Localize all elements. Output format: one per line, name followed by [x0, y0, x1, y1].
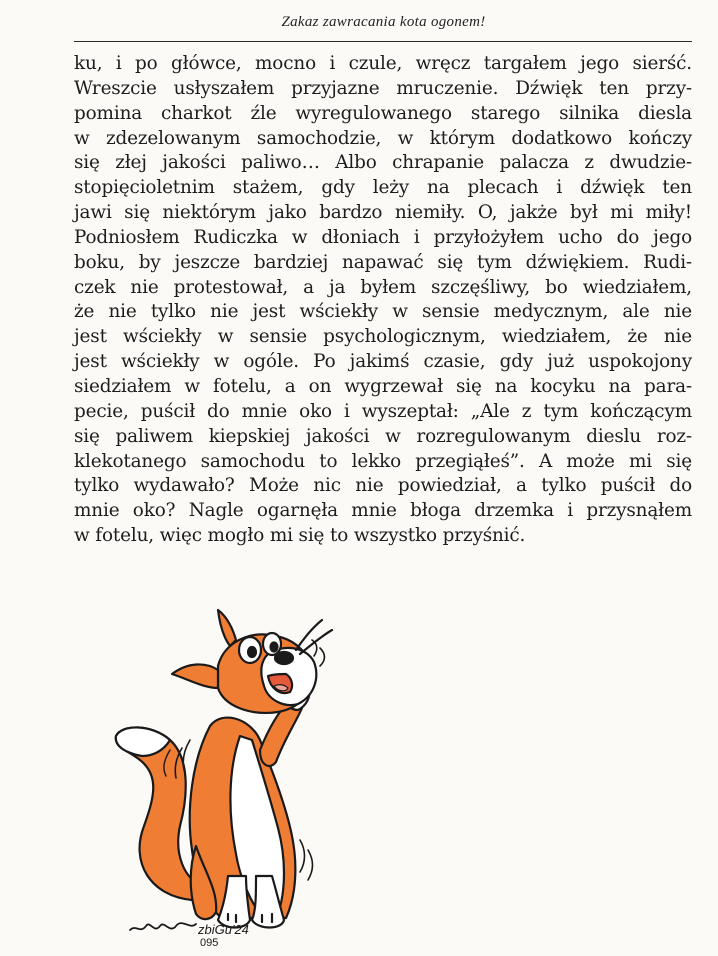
- text-line: że nie tylko nie jest wściekły w sensie medycznym, ale nie: [74, 301, 692, 323]
- running-head: Zakaz zawracania kota ogonem!: [281, 14, 486, 30]
- text-line: jest wściekły w ogóle. Po jakimś czasie, gdy już uspokojony: [74, 351, 692, 373]
- body-text: [74, 52, 692, 549]
- text-line: pomina charkot źle wyregulowanego starego silnika diesla: [74, 102, 692, 124]
- text-line: jest wściekły w sensie psychologicznym, wiedziałem, że nie: [74, 326, 692, 348]
- text-line: w zdezelowanym samochodzie, w którym dodatkowo kończy: [74, 127, 692, 149]
- text-line: w fotelu, więc mogło mi się to wszystko przyśnić.: [74, 525, 526, 547]
- text-line: pecie, puścił do mnie oko i wyszeptał: „Ale z tym kończącym: [74, 400, 692, 422]
- cat-ear-right: [218, 610, 236, 646]
- text-line: tylko wydawało? Może nic nie powiedział, a tylko puścił do: [74, 475, 692, 497]
- artist-signature: [130, 922, 249, 949]
- text-line: stopięcioletnim stażem, gdy leży na plecach i dźwięk ten: [74, 177, 692, 199]
- text-line: Wreszcie usłyszałem przyjazne mruczenie. Dźwięk ten przy-: [74, 77, 692, 99]
- text-line: się złej jakości paliwo… Albo chrapanie palacza z dwudzie-: [74, 152, 692, 174]
- text-line: jawi się niektórym jako bardzo niemiły. O, jakże był mi miły!: [74, 202, 692, 224]
- text-line: boku, by jeszcze bardziej napawać się tym dźwiękiem. Rudi-: [74, 251, 692, 273]
- illustration-number: 095: [200, 937, 219, 949]
- text-line: się paliwem kiepskiej jakości w rozregulowanym dieslu roz-: [74, 425, 692, 447]
- text-line: ku, i po główce, mocno i czule, wręcz targałem jego sierść.: [74, 53, 692, 74]
- header-rule: [74, 41, 692, 42]
- text-line: klekotanego samochodu to lekko przegiąłeś”. A może mi się: [74, 450, 692, 472]
- cat-illustration: [100, 600, 360, 950]
- cat-ear-left: [172, 664, 218, 688]
- text-line: siedziałem w fotelu, a on wygrzewał się na kocyku na para-: [74, 375, 692, 397]
- text-line: Podniosłem Rudiczka w dłoniach i przyłożyłem ucho do jego: [74, 226, 692, 248]
- text-line: mnie oko? Nagle ogarnęła mnie błoga drzemka i przysnąłem: [74, 500, 692, 522]
- cat-nose: [275, 652, 293, 664]
- signature-year: zbiGu'24: [198, 922, 249, 937]
- text-line: czek nie protestował, a ja byłem szczęśliwy, bo wiedziałem,: [74, 276, 692, 298]
